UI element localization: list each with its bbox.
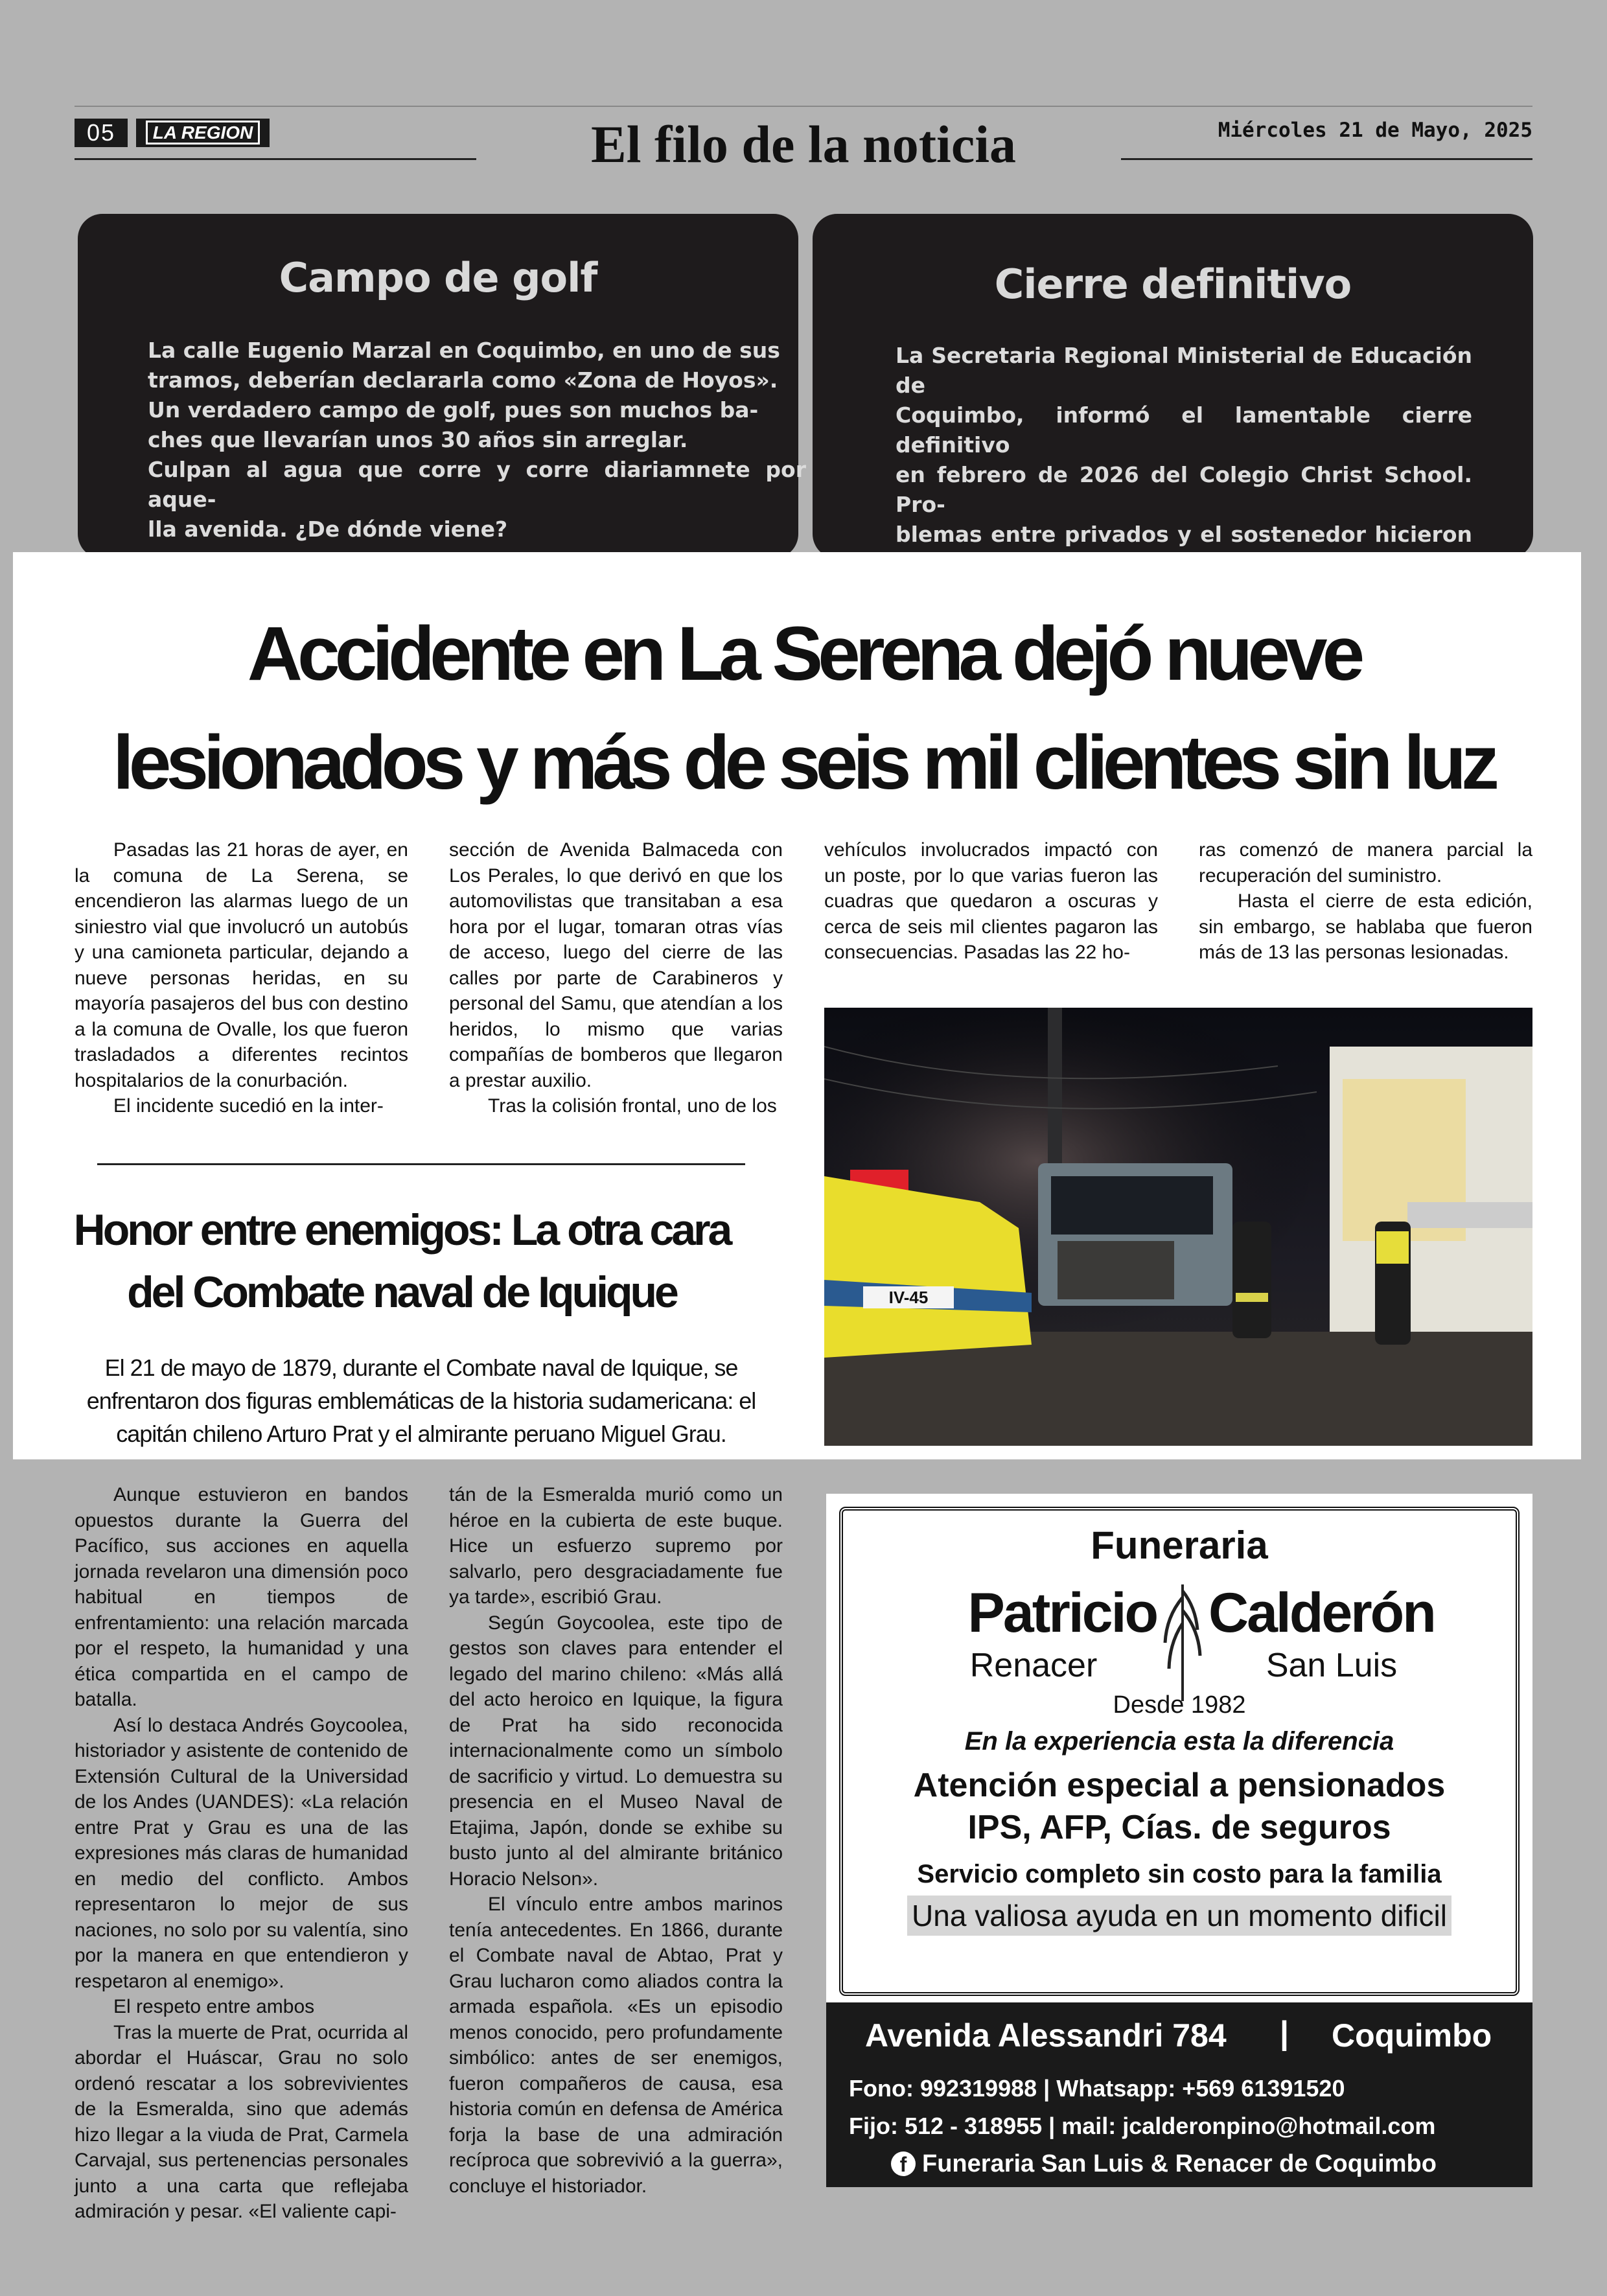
article-paragraph: vehículos involucrados impactó con un poste, por lo que varias fueron las cuadras que quedaron a oscuras y cerca de seis mil clientes pagaron las consecuencias. Pasadas las 22 ho- (824, 839, 1158, 963)
ad-since: Desde 1982 (1113, 1691, 1246, 1719)
article-paragraph: Hasta el cierre de esta edición, sin embargo, se hablaba que fueron más de 13 las personas lesionadas. (1199, 890, 1532, 963)
school-box-line: en febrero de 2026 del Colegio Christ School. Pro- (896, 462, 1472, 517)
accident-photo (824, 1008, 1532, 1446)
golf-box-title: Campo de golf (279, 254, 597, 301)
ad-fixed-phone: Fijo: 512 - 318955 | mail: jcalderonpino@hotmail.com (849, 2113, 1436, 2139)
article-paragraph: Según Goycoolea, este tipo de gestos son claves para entender el legado del marino chileno: «Más allá del acto heroico en Iquique, la figura de Prat ha sido reconocida internacionalmente como un símbolo de sacrificio y virtud. Lo demuestra su presencia en el Museo Naval de Etajima, Japón, donde se exhibe su busto junto al del almirante británico Horacio Nelson». (449, 1612, 783, 1890)
date-line: Miércoles 21 de Mayo, 2025 (1218, 119, 1532, 142)
ad-separator: | (1280, 2015, 1289, 2051)
main-article-col2 (449, 837, 783, 1119)
article-paragraph: Pasadas las 21 horas de ayer, en la comuna de La Serena, se encendieron las alarmas luego de un siniestro vial que involucró un autobús y una camioneta particular, dejando a nueve personas heridas, en su mayoría pasajeros del bus con destino a la comuna de Ovalle, los que fueron trasladados a diferentes recintos hospitalarios de la conurbación. (75, 839, 408, 1091)
article-paragraph: ras comenzó de manera parcial la recuperación del suministro. (1199, 839, 1532, 887)
article-paragraph: Tras la muerte de Prat, ocurrida al abordar el Huáscar, Grau no solo ordenó rescatar a los sobrevivientes de la Esmeralda, sino que además hizo llegar a la viuda de Prat, Carmela Carvajal, sus pertenencias personales junto a una carta que reflejaba admiración y pesar. «El valiente capi- (75, 2021, 408, 2222)
header-right-rule (1121, 158, 1532, 160)
accident-photo-illustration (824, 1008, 1532, 1446)
wheat-icon (1160, 1571, 1205, 1701)
header-top-rule (75, 106, 1532, 107)
honor-headline-line1: Honor entre enemigos: La otra cara (73, 1205, 730, 1255)
newspaper-logo-text: LA REGION (146, 121, 260, 145)
ad-facebook-label: Funeraria San Luis & Renacer de Coquimbo (922, 2150, 1437, 2177)
honor-col2 (449, 1482, 783, 2199)
article-paragraph: El incidente sucedió en la inter- (113, 1095, 384, 1117)
ad-slogan: En la experiencia esta la diferencia (964, 1727, 1394, 1756)
honor-headline (39, 1199, 765, 1323)
school-box (813, 214, 1533, 559)
golf-box-body (148, 336, 806, 544)
school-box-line: Coquimbo, informó el lamentable cierre definitivo (896, 402, 1472, 458)
funeral-home-ad (826, 1494, 1532, 2187)
school-box-line: blemas entre privados y el sostenedor hicieron (896, 522, 1472, 547)
ad-facebook (891, 2150, 1437, 2178)
ad-name-left: Patricio (967, 1582, 1157, 1644)
golf-box-line: lla avenida. ¿De dónde viene? (148, 516, 508, 542)
ad-help: Una valiosa ayuda en un momento dificil (907, 1896, 1451, 1936)
main-article-col3 (824, 837, 1158, 966)
ad-sub-left: Renacer (969, 1647, 1098, 1684)
ad-service: Servicio completo sin costo para la familia (917, 1860, 1442, 1888)
ad-sub-right: San Luis (1266, 1647, 1398, 1684)
honor-col1 (75, 1482, 408, 2225)
ad-contact-bar (826, 2002, 1532, 2187)
article-paragraph: Tras la colisión frontal, uno de los (488, 1095, 777, 1117)
honor-headline-line2: del Combate naval de Iquique (127, 1268, 676, 1317)
article-paragraph: tán de la Esmeralda murió como un héroe en la cubierta de este buque. Hice un esfuerzo supremo por salvarlo, pero desgraciadamente fue ya tarde», escribió Grau. (449, 1484, 783, 1608)
golf-box-line: tramos, deberían declararla como «Zona de Hoyos». (148, 367, 778, 393)
ad-attention-line2: IPS, AFP, Cías. de seguros (967, 1809, 1391, 1846)
school-box-title: Cierre definitivo (994, 261, 1352, 308)
page-number: 05 (75, 119, 128, 147)
ad-funeraria: Funeraria (1091, 1524, 1268, 1567)
ad-phones: Fono: 992319988 | Whatsapp: +569 61391520 (849, 2075, 1345, 2102)
main-headline (39, 599, 1568, 817)
ad-name-right: Calderón (1208, 1582, 1435, 1644)
ad-attention-line1: Atención especial a pensionados (913, 1767, 1446, 1804)
golf-box (78, 214, 806, 559)
newspaper-logo (136, 119, 270, 147)
golf-box-line: Un verdadero campo de golf, pues son muchos ba- (148, 397, 759, 423)
license-plate: IV-45 (888, 1288, 929, 1307)
article-paragraph: Así lo destaca Andrés Goycoolea, historiador y asistente de contenido de Extensión Cultural de la Universidad de los Andes (UANDES): «La relación entre Prat y Grau es una de las expresiones más claras de humanidad en medio del conflicto. Ambos representaron lo mejor de sus naciones, no solo por su valentía, sino por la manera en que entendieron y respetaron al enemigo». (75, 1714, 408, 1992)
main-article-col4 (1199, 837, 1532, 966)
panel-gap (801, 554, 806, 567)
article-subheading: El respeto entre ambos (113, 1996, 315, 2017)
honor-top-rule (97, 1163, 745, 1165)
article-paragraph: Aunque estuvieron en bandos opuestos durante la Guerra del Pacífico, sus acciones en aquella jornada revelaron una dimensión poco habitual en tiempos de enfrentamiento: una relación marcada por el respeto, la humanidad y una ética compartida en el campo de batalla. (75, 1484, 408, 1710)
ad-address: Avenida Alessandri 784 (865, 2017, 1227, 2054)
honor-lead: El 21 de mayo de 1879, durante el Combate naval de Iquique, se enfrentaron dos figuras emblemáticas de la historia sudamericana: el capitán chileno Arturo Prat y el almirante peruano Miguel Grau. (86, 1354, 756, 1447)
main-headline-line1: Accidente en La Serena dejó nueve (247, 611, 1360, 697)
section-title: El filo de la noticia (591, 115, 1016, 174)
article-paragraph: El vínculo entre ambos marinos tenía antecedentes. En 1866, durante el Combate naval de Abtao, Prat y Grau lucharon como aliados contra la armada española. «Es un episodio menos conocido, pero profundamente simbólico: antes de ser enemigos, fueron compañeros de causa, esa historia común en defensa de América forja la base de una admiración recíproca que sobrevivió a la guerra», concluye el historiador. (449, 1894, 783, 2197)
article-paragraph: sección de Avenida Balmaceda con Los Perales, lo que derivó en que los automovilistas que transitaban a esa hora por el lugar, tomaran otras vías de acceso, luego del cierre de las calles por parte de Carabineros y personal del Samu, que atendían a los heridos, lo mismo que varias compañías de bomberos que llegaron a prestar auxilio. (449, 839, 783, 1091)
ad-city: Coquimbo (1332, 2017, 1492, 2054)
golf-box-line: ches que llevarían unos 30 años sin arreglar. (148, 427, 688, 452)
main-headline-line2: lesionados y más de seis mil clientes sin luz (112, 720, 1495, 806)
facebook-icon: f (891, 2151, 916, 2176)
school-box-line: La Secretaria Regional Ministerial de Educación de (896, 343, 1472, 398)
header-left-rule (75, 158, 476, 160)
golf-box-line: Culpan al agua que corre y corre diariamnete por aque- (148, 457, 806, 512)
main-article-col1 (75, 837, 408, 1119)
golf-box-line: La calle Eugenio Marzal en Coquimbo, en uno de sus (148, 338, 780, 363)
